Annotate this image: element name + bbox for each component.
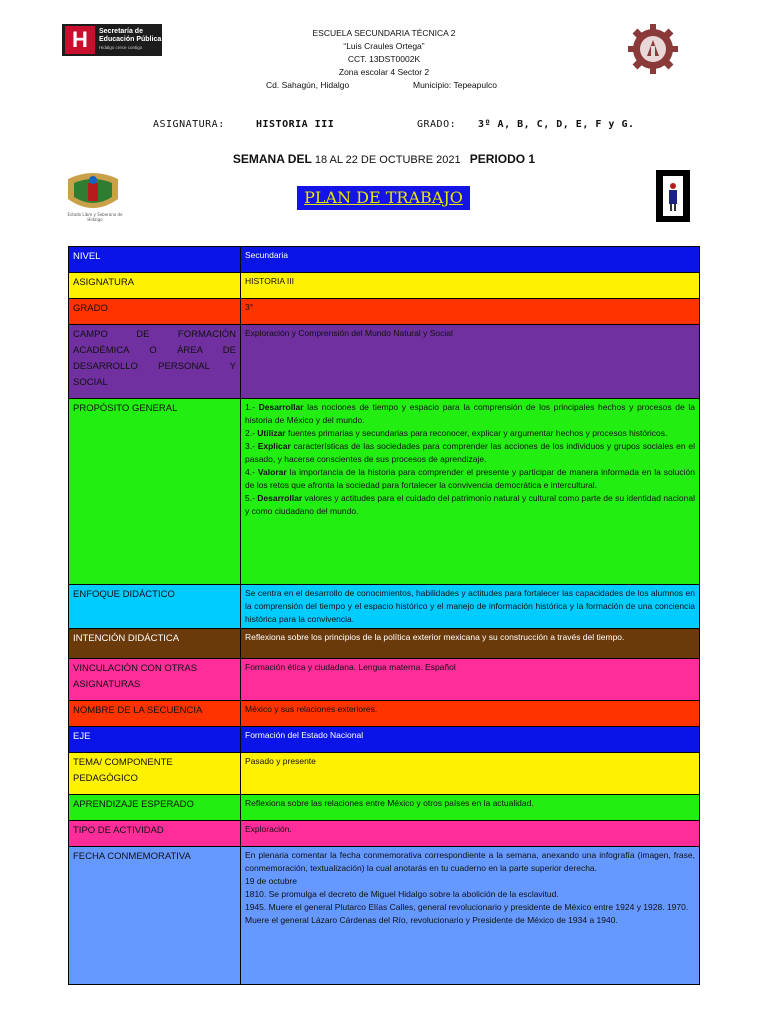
- row-label: TIPO DE ACTIVIDAD: [69, 821, 241, 847]
- purpose-number: 4.-: [245, 467, 258, 477]
- commemorative-line: 1945. Muere el general Plutarco Elías Calles, general revolucionario y presidente de México entre 1924 y 1928. 1970.: [245, 902, 689, 912]
- purpose-item: [245, 401, 695, 427]
- asignatura-label: ASIGNATURA:: [153, 119, 225, 130]
- row-label: NIVEL: [69, 247, 241, 273]
- table-row: [69, 795, 700, 821]
- row-label: ENFOQUE DIDÁCTICO: [69, 585, 241, 629]
- periodo-label: PERIODO 1: [469, 152, 536, 166]
- row-value: Pasado y presente: [241, 753, 700, 795]
- purpose-verb: Utilizar: [257, 428, 286, 438]
- grado-value: 3º A, B, C, D, E, F y G.: [478, 119, 635, 130]
- table-row: [69, 701, 700, 727]
- row-value: [241, 847, 700, 985]
- row-label: VINCULACIÓN CON OTRAS ASIGNATURAS: [69, 659, 241, 701]
- purpose-number: 2.-: [245, 428, 258, 438]
- purpose-item: [245, 440, 695, 466]
- school-zone: Zona escolar 4 Sector 2: [338, 67, 430, 77]
- row-label: ASIGNATURA: [69, 273, 241, 299]
- row-value: Se centra en el desarrollo de conocimientos, habilidades y actitudes para fortalecer las capacidades de los alumnos en la comprensión del tiempo y el espacio histórico y el manejo de información histórica y la formación de una conciencia histórica para la convivencia.: [241, 585, 700, 629]
- school-city: Cd. Sahagún, Hidalgo: [266, 80, 350, 90]
- purpose-text: fuentes primarias y secundarias para reconocer, explicar y argumentar hechos y procesos históricos.: [285, 428, 668, 438]
- purpose-text: valores y actitudes para el cuidado del patrimonio natural y cultural como parte de su identidad nacional y como ciudadano del mundo.: [245, 493, 695, 516]
- table-row: [69, 629, 700, 659]
- row-value: México y sus relaciones exteriores.: [241, 701, 700, 727]
- purpose-text: las nociones de tiempo y espacio para la comprensión de los principales hechos y procesos de la historia de México y del mundo.: [245, 402, 696, 425]
- purpose-number: 1.-: [245, 402, 259, 412]
- row-label: CAMPO DE FORMACIÓN ACADÉMICA O ÁREA DE DESARROLLO PERSONAL Y SOCIAL: [69, 325, 241, 399]
- purpose-item: [245, 466, 695, 492]
- table-row: [69, 299, 700, 325]
- sep-logo-line3: Hidalgo crece contigo: [99, 45, 143, 50]
- row-value: 3°: [241, 299, 700, 325]
- purpose-number: 5.-: [245, 493, 258, 503]
- purpose-verb: Desarrollar: [258, 402, 304, 412]
- row-value: Formación del Estado Nacional: [241, 727, 700, 753]
- table-row: [69, 821, 700, 847]
- semana-label: SEMANA DEL: [232, 152, 312, 166]
- row-value: Formación ética y ciudadana. Lengua materna. Español: [241, 659, 700, 701]
- row-value: [241, 399, 700, 585]
- commemorative-line: En plenaria comentar la fecha conmemorativa correspondiente a la semana, anexando una infografía (imagen, frase, conmemoración, textualización) la cual anotarás en tu cuaderno en la parte superior derecha.: [245, 850, 695, 873]
- table-row: [69, 585, 700, 629]
- state-logo-caption: Estado Libre y Soberano de Hidalgo: [67, 212, 123, 222]
- table-row: [69, 727, 700, 753]
- commemorative-line: 19 de octubre: [245, 876, 297, 886]
- hidalgo-h-icon: H: [65, 26, 95, 54]
- table-row: [69, 847, 700, 985]
- purpose-item: [245, 492, 695, 518]
- commemorative-line: 1810. Se promulga el decreto de Miguel Hidalgo sobre la abolición de la esclavitud.: [245, 889, 559, 899]
- school-gear-logo-icon: [628, 24, 678, 74]
- sep-logo-line1: Secretaría de: [99, 28, 143, 35]
- row-label: APRENDIZAJE ESPERADO: [69, 795, 241, 821]
- plan-title: PLAN DE TRABAJO: [297, 186, 470, 210]
- table-row: [69, 753, 700, 795]
- table-row: [69, 247, 700, 273]
- row-label: EJE: [69, 727, 241, 753]
- row-value: Exploración.: [241, 821, 700, 847]
- commemorative-line: Muere el general Lázaro Cárdenas del Río, revolucionario y Presidente de México de 1934 a 1940.: [245, 915, 618, 925]
- row-value: Secundaria: [241, 247, 700, 273]
- school-alias: “Luis Craules Ortega”: [343, 41, 425, 51]
- semana-dates: 18 AL 22 DE OCTUBRE 2021: [314, 154, 461, 166]
- row-value: HISTORIA III: [241, 273, 700, 299]
- school-name: ESCUELA SECUNDARIA TÉCNICA 2: [312, 28, 456, 38]
- row-label: GRADO: [69, 299, 241, 325]
- purpose-text: características de las sociedades para comprender las acciones de los individuos y grupos sociales en el pasado, y hacerse conscientes de sus procesos de aprendizaje.: [245, 441, 696, 464]
- table-row: [69, 659, 700, 701]
- table-row: [69, 273, 700, 299]
- table-row: [69, 325, 700, 399]
- purpose-verb: Explicar: [257, 441, 291, 451]
- figure-icon: [666, 182, 680, 212]
- school-cct: CCT. 13DST0002K: [347, 54, 421, 64]
- row-value: Reflexiona sobre los principios de la política exterior mexicana y su construcción a través del tiempo.: [241, 629, 700, 659]
- school-municipality: Municipio: Tepeapulco: [413, 80, 497, 90]
- purpose-text: la importancia de la historia para comprender el presente y participar de manera informada en la solución de los retos que afronta la sociedad para fortalecer la convivencia democrática e intercultural.: [245, 467, 695, 490]
- row-value: Reflexiona sobre las relaciones entre México y otros países en la actualidad.: [241, 795, 700, 821]
- row-label: TEMA/ COMPONENTE PEDAGÓGICO: [69, 753, 241, 795]
- row-value: Exploración y Comprensión del Mundo Natural y Social: [241, 325, 700, 399]
- row-label: PROPÓSITO GENERAL: [69, 399, 241, 585]
- purpose-number: 3.-: [245, 441, 258, 451]
- purpose-item: [245, 427, 695, 440]
- book-icon: [656, 170, 690, 222]
- asignatura-value: HISTORIA III: [256, 119, 335, 130]
- plan-table: [68, 246, 700, 985]
- grado-label: GRADO:: [417, 119, 457, 130]
- purpose-verb: Desarrollar: [257, 493, 303, 503]
- table-row: [69, 399, 700, 585]
- row-label: FECHA CONMEMORATIVA: [69, 847, 241, 985]
- sep-logo-line2: Educación Pública: [99, 36, 162, 43]
- row-label: NOMBRE DE LA SECUENCIA: [69, 701, 241, 727]
- row-label: INTENCIÓN DIDÁCTICA: [69, 629, 241, 659]
- purpose-verb: Valorar: [257, 467, 287, 477]
